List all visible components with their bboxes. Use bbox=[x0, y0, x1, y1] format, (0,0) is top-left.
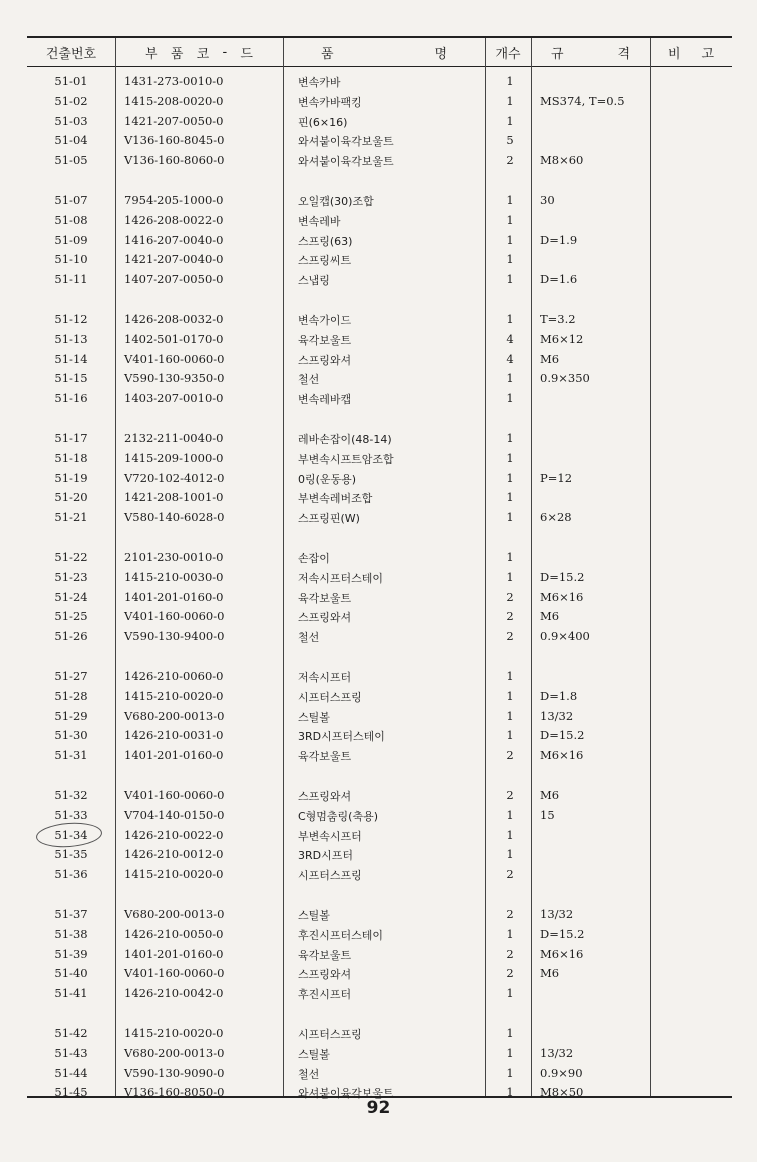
part-name-cell: 변속카바 bbox=[298, 76, 341, 89]
part-name-cell: 육각보울트 bbox=[298, 591, 352, 605]
part-name-cell: 철선 bbox=[298, 373, 320, 387]
part-number-cell: 51-38 bbox=[54, 926, 88, 941]
table-row bbox=[0, 925, 757, 945]
header-remarks-char: 비 bbox=[668, 46, 681, 62]
quantity-cell: 1 bbox=[506, 74, 514, 88]
quantity-cell: 1 bbox=[506, 510, 514, 525]
part-name-cell: 시프터스프링 bbox=[298, 869, 362, 883]
quantity-cell: 2 bbox=[506, 966, 514, 981]
part-code-cell: 1407-207-0050-0 bbox=[124, 272, 224, 287]
quantity-cell: 1 bbox=[506, 371, 514, 386]
specification-cell: P=12 bbox=[540, 470, 573, 485]
specification-cell: 0.9×350 bbox=[540, 371, 590, 386]
quantity-cell: 2 bbox=[506, 788, 514, 802]
table-row bbox=[0, 211, 757, 231]
specification-cell: D=15.2 bbox=[540, 569, 585, 584]
quantity-cell: 1 bbox=[506, 450, 514, 465]
part-number-cell: 51-15 bbox=[54, 371, 88, 386]
part-number-cell: 51-14 bbox=[54, 351, 88, 366]
part-number-cell: 51-45 bbox=[54, 1085, 88, 1100]
part-number-cell: 51-25 bbox=[54, 609, 88, 624]
part-number-cell: 51-01 bbox=[54, 74, 88, 88]
part-number-cell: 51-36 bbox=[54, 867, 88, 882]
quantity-cell: 1 bbox=[506, 312, 514, 326]
header-part-code-char: 부 bbox=[145, 46, 158, 62]
part-code-cell: V580-140-6028-0 bbox=[124, 510, 225, 525]
table-row bbox=[0, 806, 757, 826]
part-code-cell: 1426-210-0031-0 bbox=[124, 728, 224, 743]
part-number-cell: 51-21 bbox=[54, 510, 88, 525]
part-name-cell: 변속가이드 bbox=[298, 314, 352, 327]
part-number-cell: 51-08 bbox=[54, 212, 88, 227]
table-row bbox=[0, 707, 757, 727]
specification-cell: 30 bbox=[540, 193, 555, 207]
specification-cell: 13/32 bbox=[540, 708, 574, 723]
part-name-cell: 0링(운동용) bbox=[298, 472, 357, 486]
part-code-cell: 1401-201-0160-0 bbox=[124, 946, 224, 961]
quantity-cell: 1 bbox=[506, 431, 514, 445]
part-number-cell: 51-02 bbox=[54, 93, 88, 108]
part-name-cell: 와셔붙이육각보울트 bbox=[298, 1087, 394, 1101]
part-code-cell: V401-160-0060-0 bbox=[124, 788, 225, 802]
header-remarks bbox=[650, 38, 732, 66]
part-name-cell: 와셔붙이육각보울트 bbox=[298, 155, 394, 169]
specification-cell: M6×16 bbox=[540, 946, 584, 961]
part-code-cell: V680-200-0013-0 bbox=[124, 708, 225, 723]
header-part-number-label: 건출번호 bbox=[45, 46, 97, 62]
table-row bbox=[0, 905, 757, 925]
part-code-cell: 7954-205-1000-0 bbox=[124, 193, 224, 207]
part-number-cell: 51-23 bbox=[54, 569, 88, 584]
quantity-cell: 1 bbox=[506, 669, 514, 683]
part-code-cell: 1421-207-0050-0 bbox=[124, 113, 224, 128]
header-part-number bbox=[27, 38, 115, 66]
table-row bbox=[0, 845, 757, 865]
table-row bbox=[0, 607, 757, 627]
part-code-cell: V401-160-0060-0 bbox=[124, 609, 225, 624]
specification-cell: M6 bbox=[540, 966, 560, 981]
part-code-cell: V136-160-8060-0 bbox=[124, 153, 225, 168]
part-code-cell: 1426-210-0050-0 bbox=[124, 926, 224, 941]
quantity-cell: 1 bbox=[506, 232, 514, 247]
part-code-cell: 1401-201-0160-0 bbox=[124, 589, 224, 604]
table-row bbox=[0, 826, 757, 846]
part-code-cell: 1426-210-0060-0 bbox=[124, 669, 224, 683]
table-row bbox=[0, 588, 757, 608]
part-name-cell: 육각보울트 bbox=[298, 948, 352, 962]
specification-cell: 15 bbox=[540, 807, 555, 822]
header-spec-char: 규 bbox=[551, 46, 564, 62]
header-quantity bbox=[485, 38, 531, 66]
part-code-cell: 1403-207-0010-0 bbox=[124, 391, 224, 406]
table-row bbox=[0, 508, 757, 528]
header-bottom-border bbox=[27, 66, 732, 67]
quantity-cell: 1 bbox=[506, 807, 514, 822]
part-code-cell: V704-140-0150-0 bbox=[124, 807, 225, 822]
part-number-cell: 51-24 bbox=[54, 589, 88, 604]
part-code-cell: 1426-210-0022-0 bbox=[124, 827, 224, 842]
part-number-cell: 51-40 bbox=[54, 966, 88, 981]
part-code-cell: V136-160-8050-0 bbox=[124, 1085, 225, 1100]
table-row bbox=[0, 369, 757, 389]
quantity-cell: 1 bbox=[506, 688, 514, 703]
part-code-cell: 1421-208-1001-0 bbox=[124, 490, 224, 505]
table-row bbox=[0, 726, 757, 746]
part-name-cell: 스프링와셔 bbox=[298, 968, 352, 982]
part-code-cell: V680-200-0013-0 bbox=[124, 1045, 225, 1060]
table-row bbox=[0, 72, 757, 92]
specification-cell: D=1.8 bbox=[540, 688, 578, 703]
part-number-cell: 51-26 bbox=[54, 629, 88, 644]
part-code-cell: 1415-209-1000-0 bbox=[124, 450, 224, 465]
quantity-cell: 1 bbox=[506, 113, 514, 128]
quantity-cell: 1 bbox=[506, 827, 514, 842]
part-number-cell: 51-35 bbox=[54, 847, 88, 862]
table-row bbox=[0, 984, 757, 1004]
part-name-cell: 변속카바팩킹 bbox=[298, 95, 362, 109]
part-number-cell: 51-42 bbox=[54, 1026, 88, 1040]
part-number-cell: 51-43 bbox=[54, 1045, 88, 1060]
quantity-cell: 1 bbox=[506, 847, 514, 862]
part-number-cell: 51-10 bbox=[54, 252, 88, 267]
part-name-cell: 오일캡(30)조합 bbox=[298, 195, 374, 208]
table-row bbox=[0, 687, 757, 707]
part-name-cell: 스프링와셔 bbox=[298, 353, 352, 367]
table-row bbox=[0, 429, 757, 449]
part-name-cell: 부변속레버조합 bbox=[298, 492, 373, 506]
header-part-code-char: - bbox=[222, 44, 228, 60]
quantity-cell: 1 bbox=[506, 1065, 514, 1080]
part-name-cell: 스프링와셔 bbox=[298, 611, 352, 625]
part-name-cell: 손잡이 bbox=[298, 552, 330, 565]
table-row bbox=[0, 151, 757, 171]
part-number-cell: 51-28 bbox=[54, 688, 88, 703]
part-code-cell: V680-200-0013-0 bbox=[124, 907, 225, 921]
quantity-cell: 1 bbox=[506, 1026, 514, 1040]
part-number-cell: 51-05 bbox=[54, 153, 88, 168]
part-code-cell: V401-160-0060-0 bbox=[124, 966, 225, 981]
table-row bbox=[0, 191, 757, 211]
specification-cell: M6×16 bbox=[540, 748, 584, 763]
specification-cell: M6×12 bbox=[540, 331, 584, 346]
quantity-cell: 2 bbox=[506, 609, 514, 624]
table-row bbox=[0, 488, 757, 508]
table-row bbox=[0, 469, 757, 489]
table-row bbox=[0, 1044, 757, 1064]
part-code-cell: 1416-207-0040-0 bbox=[124, 232, 224, 247]
table-row bbox=[0, 964, 757, 984]
part-code-cell: 1426-210-0012-0 bbox=[124, 847, 224, 862]
part-number-cell: 51-32 bbox=[54, 788, 88, 802]
table-row bbox=[0, 389, 757, 409]
quantity-cell: 1 bbox=[506, 470, 514, 485]
quantity-cell: 1 bbox=[506, 708, 514, 723]
quantity-cell: 1 bbox=[506, 1085, 514, 1100]
quantity-cell: 1 bbox=[506, 490, 514, 505]
part-name-cell: 육각보울트 bbox=[298, 333, 352, 347]
table-row bbox=[0, 786, 757, 806]
part-code-cell: V590-130-9400-0 bbox=[124, 629, 225, 644]
quantity-cell: 1 bbox=[506, 272, 514, 287]
part-name-cell: 스냅링 bbox=[298, 274, 330, 288]
specification-cell: M6 bbox=[540, 351, 560, 366]
quantity-cell: 4 bbox=[506, 331, 514, 346]
quantity-cell: 1 bbox=[506, 986, 514, 1001]
quantity-cell: 1 bbox=[506, 569, 514, 584]
part-name-cell: C형멈춤링(축용) bbox=[298, 809, 379, 823]
part-name-cell: 스프링와셔 bbox=[298, 790, 352, 803]
specification-cell: 6×28 bbox=[540, 510, 572, 525]
part-number-cell: 51-37 bbox=[54, 907, 88, 921]
specification-cell: M6 bbox=[540, 788, 560, 802]
part-name-cell: 스틸볼 bbox=[298, 909, 330, 922]
part-number-cell: 51-44 bbox=[54, 1065, 88, 1080]
part-name-cell: 스틸볼 bbox=[298, 1047, 330, 1061]
specification-cell: M6 bbox=[540, 609, 560, 624]
table-row bbox=[0, 310, 757, 330]
specification-cell: 13/32 bbox=[540, 907, 574, 921]
quantity-cell: 2 bbox=[506, 589, 514, 604]
part-name-cell: 핀(6×16) bbox=[298, 115, 348, 129]
part-code-cell: 1426-208-0032-0 bbox=[124, 312, 224, 326]
part-number-cell: 51-20 bbox=[54, 490, 88, 505]
quantity-cell: 1 bbox=[506, 93, 514, 108]
table-row bbox=[0, 1064, 757, 1084]
quantity-cell: 1 bbox=[506, 926, 514, 941]
header-part-name-char: 품 bbox=[321, 46, 334, 62]
part-code-cell: 1431-273-0010-0 bbox=[124, 74, 224, 88]
part-number-cell: 51-27 bbox=[54, 669, 88, 683]
part-number-cell: 51-33 bbox=[54, 807, 88, 822]
part-name-cell: 저속시프터스테이 bbox=[298, 571, 384, 585]
header-part-code bbox=[115, 38, 283, 66]
part-number-cell: 51-34 bbox=[54, 827, 88, 842]
part-name-cell: 레바손잡이(48-14) bbox=[298, 433, 392, 446]
header-part-code-char: 코 bbox=[196, 46, 210, 62]
part-code-cell: 1415-208-0020-0 bbox=[124, 93, 224, 108]
table-row bbox=[0, 945, 757, 965]
table-row bbox=[0, 92, 757, 112]
part-number-cell: 51-03 bbox=[54, 113, 88, 128]
header-part-code-char: 품 bbox=[170, 46, 184, 62]
quantity-cell: 1 bbox=[506, 728, 514, 743]
part-code-cell: V590-130-9090-0 bbox=[124, 1065, 225, 1080]
part-number-cell: 51-07 bbox=[54, 193, 88, 207]
quantity-cell: 2 bbox=[506, 946, 514, 961]
specification-cell: 0.9×90 bbox=[540, 1065, 583, 1080]
part-code-cell: 1426-208-0022-0 bbox=[124, 212, 224, 227]
part-code-cell: 1415-210-0020-0 bbox=[124, 688, 224, 703]
part-number-cell: 51-13 bbox=[54, 331, 88, 346]
table-row bbox=[0, 746, 757, 766]
quantity-cell: 4 bbox=[506, 351, 514, 366]
table-row bbox=[0, 330, 757, 350]
part-number-cell: 51-31 bbox=[54, 748, 88, 763]
part-name-cell: 후진시프터스테이 bbox=[298, 928, 384, 942]
table-row bbox=[0, 350, 757, 370]
table-row bbox=[0, 1024, 757, 1044]
specification-cell: D=1.6 bbox=[540, 272, 578, 287]
part-code-cell: V136-160-8045-0 bbox=[124, 133, 225, 148]
table-row bbox=[0, 231, 757, 251]
quantity-cell: 2 bbox=[506, 153, 514, 168]
header-part-name bbox=[283, 38, 485, 66]
part-name-cell: 후진시프터 bbox=[298, 988, 352, 1002]
header-remarks-char: 고 bbox=[701, 46, 714, 62]
quantity-cell: 1 bbox=[506, 1045, 514, 1060]
quantity-cell: 5 bbox=[506, 133, 514, 148]
table-row bbox=[0, 627, 757, 647]
specification-cell: D=15.2 bbox=[540, 728, 585, 743]
part-name-cell: 변속레바 bbox=[298, 214, 341, 228]
quantity-cell: 2 bbox=[506, 629, 514, 644]
specification-cell: 0.9×400 bbox=[540, 629, 590, 644]
part-code-cell: 2101-230-0010-0 bbox=[124, 550, 224, 564]
part-name-cell: 부변속시프트암조합 bbox=[298, 452, 394, 466]
part-number-cell: 51-17 bbox=[54, 431, 88, 445]
table-row bbox=[0, 449, 757, 469]
specification-cell: 13/32 bbox=[540, 1045, 574, 1060]
part-code-cell: 1401-201-0160-0 bbox=[124, 748, 224, 763]
part-number-cell: 51-12 bbox=[54, 312, 88, 326]
part-number-cell: 51-18 bbox=[54, 450, 88, 465]
part-number-cell: 51-30 bbox=[54, 728, 88, 743]
quantity-cell: 1 bbox=[506, 193, 514, 207]
part-code-cell: V401-160-0060-0 bbox=[124, 351, 225, 366]
part-number-cell: 51-19 bbox=[54, 470, 88, 485]
part-code-cell: 1426-210-0042-0 bbox=[124, 986, 224, 1001]
table-row bbox=[0, 667, 757, 687]
part-code-cell: 1415-210-0030-0 bbox=[124, 569, 224, 584]
part-number-cell: 51-11 bbox=[54, 272, 88, 287]
table-row bbox=[0, 250, 757, 270]
part-name-cell: 스프링(63) bbox=[298, 234, 353, 248]
quantity-cell: 1 bbox=[506, 252, 514, 267]
table-row bbox=[0, 865, 757, 885]
header-quantity-label: 개수 bbox=[495, 46, 521, 62]
part-code-cell: 1421-207-0040-0 bbox=[124, 252, 224, 267]
specification-cell: M8×50 bbox=[540, 1085, 584, 1100]
part-name-cell: 철선 bbox=[298, 1067, 320, 1081]
part-number-cell: 51-29 bbox=[54, 708, 88, 723]
header-specification bbox=[531, 38, 650, 66]
table-row bbox=[0, 131, 757, 151]
part-name-cell: 와셔붙이육각보울트 bbox=[298, 135, 394, 149]
quantity-cell: 2 bbox=[506, 867, 514, 882]
header-spec-char: 격 bbox=[617, 46, 630, 62]
part-code-cell: V590-130-9350-0 bbox=[124, 371, 225, 386]
quantity-cell: 1 bbox=[506, 391, 514, 406]
specification-cell: MS374, T=0.5 bbox=[540, 93, 625, 108]
part-name-cell: 변속레바캡 bbox=[298, 393, 352, 407]
specification-cell: D=15.2 bbox=[540, 926, 585, 941]
part-number-cell: 51-41 bbox=[54, 986, 88, 1001]
part-name-cell: 저속시프터 bbox=[298, 671, 352, 684]
part-code-cell: 1415-210-0020-0 bbox=[124, 867, 224, 882]
header-part-name-char: 명 bbox=[434, 46, 447, 62]
specification-cell: D=1.9 bbox=[540, 232, 578, 247]
part-code-cell: V720-102-4012-0 bbox=[124, 470, 225, 485]
part-name-cell: 육각보울트 bbox=[298, 750, 352, 764]
table-row bbox=[0, 112, 757, 132]
part-number-cell: 51-39 bbox=[54, 946, 88, 961]
part-code-cell: 1415-210-0020-0 bbox=[124, 1026, 224, 1040]
page-number: 92 bbox=[366, 1098, 391, 1118]
part-name-cell: 부변속시프터 bbox=[298, 829, 362, 843]
header-part-code-char: 드 bbox=[240, 46, 253, 62]
quantity-cell: 1 bbox=[506, 212, 514, 227]
part-name-cell: 스프링씨트 bbox=[298, 254, 352, 268]
part-number-cell: 51-09 bbox=[54, 232, 88, 247]
part-number-cell: 51-16 bbox=[54, 391, 88, 406]
part-name-cell: 스프링핀(W) bbox=[298, 512, 360, 526]
part-name-cell: 철선 bbox=[298, 631, 320, 645]
quantity-cell: 2 bbox=[506, 907, 514, 921]
specification-cell: M6×16 bbox=[540, 589, 584, 604]
table-row bbox=[0, 270, 757, 290]
quantity-cell: 2 bbox=[506, 748, 514, 763]
specification-cell: M8×60 bbox=[540, 153, 584, 168]
specification-cell: T=3.2 bbox=[540, 312, 576, 326]
part-name-cell: 3RD시프터 bbox=[298, 849, 353, 863]
part-number-cell: 51-22 bbox=[54, 550, 88, 564]
part-name-cell: 시프터스프링 bbox=[298, 690, 362, 704]
part-name-cell: 3RD시프터스테이 bbox=[298, 730, 385, 744]
part-name-cell: 시프터스프링 bbox=[298, 1028, 362, 1041]
table-row bbox=[0, 548, 757, 568]
quantity-cell: 1 bbox=[506, 550, 514, 564]
part-number-cell: 51-04 bbox=[54, 133, 88, 148]
part-code-cell: 1402-501-0170-0 bbox=[124, 331, 224, 346]
part-name-cell: 스틸볼 bbox=[298, 710, 330, 724]
part-code-cell: 2132-211-0040-0 bbox=[124, 431, 224, 445]
table-row bbox=[0, 568, 757, 588]
